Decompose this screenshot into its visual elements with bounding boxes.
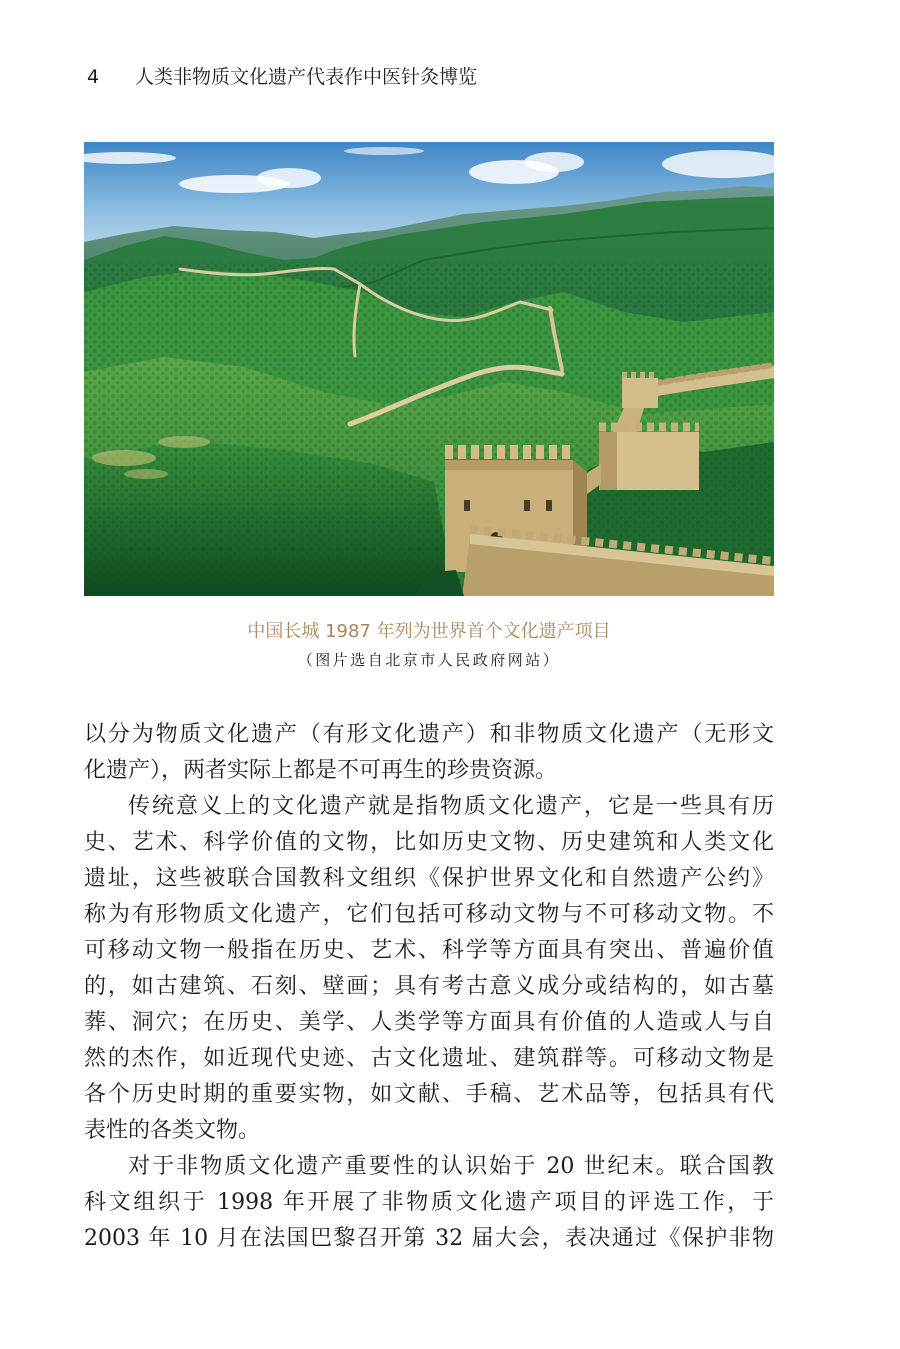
body-text-line: 科文组织于 1998 年开展了非物质文化遗产项目的评选工作，于 — [84, 1190, 774, 1215]
tower-shade-band — [445, 460, 573, 470]
cloud — [524, 152, 584, 172]
figure-caption: 中国长城 1987 年列为世界首个文化遗产项目 — [247, 621, 611, 642]
dry-grass-patch — [124, 469, 168, 479]
body-text-line: 传统意义上的文化遗产就是指物质文化遗产，它是一些具有历 — [128, 794, 774, 819]
body-text-line: 化遗产），两者实际上都是不可再生的珍贵资源。 — [84, 758, 558, 783]
body-text-line: 对于非物质文化遗产重要性的认识始于 20 世纪末。联合国教 — [128, 1154, 774, 1179]
cloud — [344, 147, 424, 155]
body-text-line: 以分为物质文化遗产（有形文化遗产）和非物质文化遗产（无形文 — [84, 722, 774, 747]
paragraph — [84, 789, 774, 1149]
figure-credit: （图片选自北京市人民政府网站） — [297, 651, 561, 669]
body-text-line: 史、艺术、科学价值的文物，比如历史文物、历史建筑和人类文化 — [84, 830, 774, 855]
body-text-line: 各个历史时期的重要实物，如文献、手稿、艺术品等，包括具有代 — [84, 1082, 774, 1107]
body-text — [84, 717, 774, 1257]
running-title: 人类非物质文化遗产代表作中医针灸博览 — [135, 66, 478, 88]
tower-window — [524, 500, 530, 511]
paragraph — [84, 1149, 774, 1257]
body-text-line: 2003 年 10 月在法国巴黎召开第 32 届大会，表决通过《保护非物 — [84, 1226, 774, 1251]
running-head — [84, 63, 774, 91]
page-number: 4 — [87, 66, 100, 88]
body-text-line: 表性的各类文物。 — [84, 1118, 261, 1143]
body-text-line: 可移动文物一般指在历史、艺术、科学等方面具有突出、普遍价值 — [84, 938, 774, 963]
body-text-line: 的，如古建筑、石刻、壁画；具有考古意义成分或结构的，如古墓 — [84, 974, 774, 999]
tower-window — [546, 500, 552, 511]
body-text-line: 然的杰作，如近现代史迹、古文化遗址、建筑群等。可移动文物是 — [84, 1046, 774, 1071]
great-wall-photo — [84, 142, 774, 596]
body-text-line: 称为有形物质文化遗产，它们包括可移动文物与不可移动文物。不 — [84, 902, 774, 927]
tower-body — [622, 378, 658, 408]
tower-window — [464, 500, 470, 511]
forest-texture — [84, 262, 774, 596]
tower-shadow-face — [599, 432, 617, 490]
body-text-line: 遗址，这些被联合国教科文组织《保护世界文化和自然遗产公约》 — [84, 866, 774, 891]
body-text-line: 葬、洞穴；在历史、美学、人类学等方面具有价值的人造或人与自 — [84, 1010, 774, 1035]
dry-grass-patch — [158, 436, 210, 448]
cloud — [257, 168, 321, 188]
dry-grass-patch — [92, 450, 156, 466]
paragraph — [84, 717, 774, 789]
